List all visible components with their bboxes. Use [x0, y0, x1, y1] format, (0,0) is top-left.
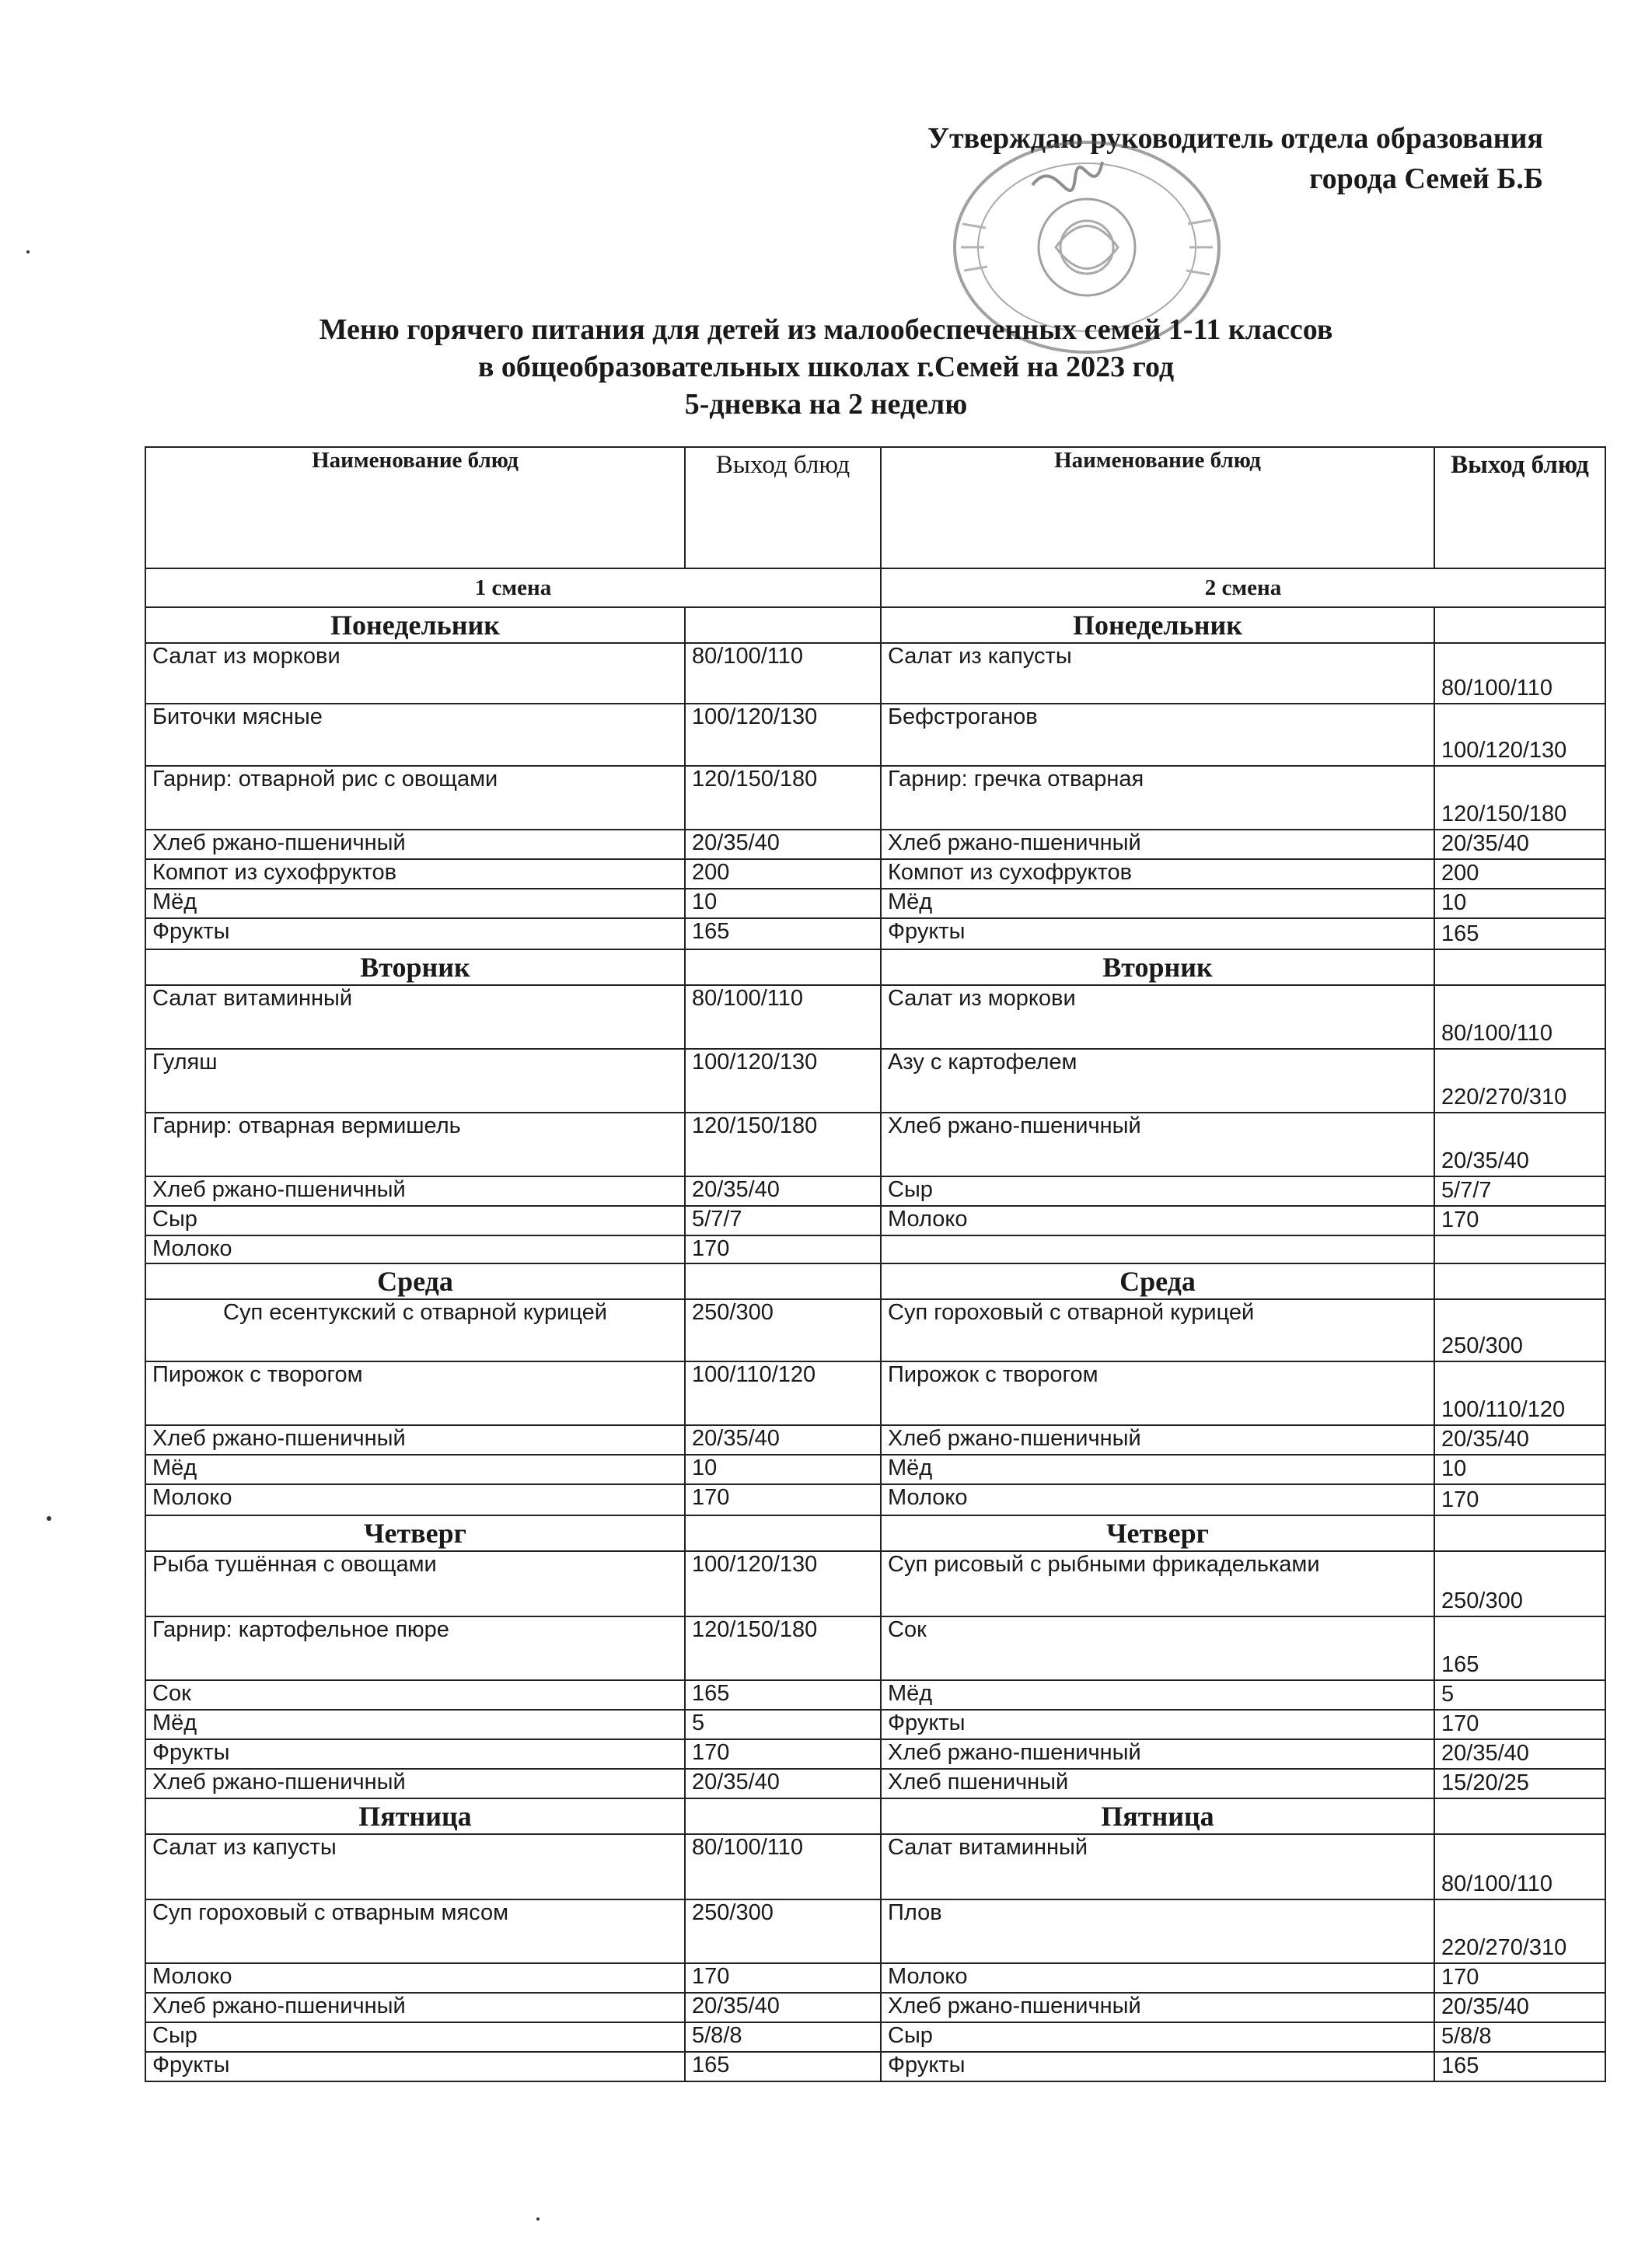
output-right: 20/35/40: [1434, 1993, 1605, 2022]
menu-row: [145, 643, 1605, 704]
output-right: 220/270/310: [1434, 1049, 1605, 1113]
output-left: 120/150/180: [685, 1113, 881, 1176]
shift-1-label: 1 смена: [145, 568, 881, 607]
dish-right: Компот из сухофруктов: [881, 859, 1434, 889]
shift-row: [145, 568, 1605, 607]
output-left: 200: [685, 859, 881, 889]
document-title: [0, 311, 1652, 423]
title-line-2: в общеобразовательных школах г.Семей на 2023 год: [477, 351, 1175, 383]
dish-left: Фрукты: [145, 1739, 685, 1769]
output-right: 200: [1434, 859, 1605, 889]
day-row: [145, 1798, 1605, 1834]
day-output-right-empty: [1434, 1515, 1605, 1551]
dish-left: Биточки мясные: [145, 704, 685, 766]
dish-right: Хлеб ржано-пшеничный: [881, 1425, 1434, 1455]
title-line-1: Меню горячего питания для детей из малообеспеченных семей 1-11 классов: [319, 313, 1333, 346]
dish-left: Рыба тушённая с овощами: [145, 1551, 685, 1616]
dish-right: Салат из моркови: [881, 985, 1434, 1049]
output-left: 20/35/40: [685, 1176, 881, 1206]
dish-left: Гарнир: отварная вермишель: [145, 1113, 685, 1176]
dish-right: Салат витаминный: [881, 1834, 1434, 1899]
output-right: 170: [1434, 1484, 1605, 1515]
menu-row: [145, 918, 1605, 949]
output-left: 250/300: [685, 1299, 881, 1361]
dish-right: Хлеб ржано-пшеничный: [881, 1993, 1434, 2022]
output-right: 80/100/110: [1434, 643, 1605, 704]
dish-left: Мёд: [145, 889, 685, 918]
approval-line-2: города Семей Б.Б: [1309, 162, 1543, 195]
output-left: 165: [685, 2052, 881, 2081]
menu-row: [145, 704, 1605, 766]
output-left: 100/110/120: [685, 1361, 881, 1425]
scan-speck: [26, 250, 30, 253]
output-right: 15/20/25: [1434, 1769, 1605, 1798]
menu-row: [145, 1963, 1605, 1993]
day-output-left-empty: [685, 1515, 881, 1551]
dish-left: Гарнир: картофельное пюре: [145, 1616, 685, 1680]
dish-right: Молоко: [881, 1963, 1434, 1993]
output-left: 20/35/40: [685, 1425, 881, 1455]
day-output-right-empty: [1434, 1263, 1605, 1299]
output-right: 100/110/120: [1434, 1361, 1605, 1425]
dish-left: Салат из капусты: [145, 1834, 685, 1899]
scan-speck: [536, 2217, 540, 2221]
output-left: 165: [685, 1680, 881, 1710]
dish-left: Гуляш: [145, 1049, 685, 1113]
approval-line-1: Утверждаю руководитель отдела образования: [927, 122, 1543, 155]
menu-row: [145, 889, 1605, 918]
output-right: 250/300: [1434, 1299, 1605, 1361]
dish-right: Мёд: [881, 889, 1434, 918]
dish-right: Сок: [881, 1616, 1434, 1680]
dish-left: Фрукты: [145, 2052, 685, 2081]
menu-row: [145, 830, 1605, 859]
output-right: 20/35/40: [1434, 1739, 1605, 1769]
menu-row: [145, 1455, 1605, 1484]
output-left: 170: [685, 1963, 881, 1993]
output-right: 20/35/40: [1434, 830, 1605, 859]
output-right: 220/270/310: [1434, 1899, 1605, 1963]
menu-row: [145, 1049, 1605, 1113]
dish-left: Пирожок с творогом: [145, 1361, 685, 1425]
day-output-left-empty: [685, 1263, 881, 1299]
dish-left: Сыр: [145, 2022, 685, 2052]
day-output-right-empty: [1434, 949, 1605, 985]
dish-left: Гарнир: отварной рис с овощами: [145, 766, 685, 830]
output-right: 165: [1434, 2052, 1605, 2081]
dish-right: Хлеб пшеничный: [881, 1769, 1434, 1798]
output-right: 10: [1434, 1455, 1605, 1484]
dish-left: Мёд: [145, 1455, 685, 1484]
output-right: [1434, 1235, 1605, 1263]
output-left: 250/300: [685, 1899, 881, 1963]
output-right: 170: [1434, 1963, 1605, 1993]
dish-left: Салат витаминный: [145, 985, 685, 1049]
dish-right: Хлеб ржано-пшеничный: [881, 1739, 1434, 1769]
dish-left: Хлеб ржано-пшеничный: [145, 1176, 685, 1206]
menu-row: [145, 1739, 1605, 1769]
dish-left: Молоко: [145, 1963, 685, 1993]
dish-right: Молоко: [881, 1206, 1434, 1235]
menu-row: [145, 1425, 1605, 1455]
day-name-right: Среда: [881, 1263, 1434, 1299]
header-row: [145, 447, 1605, 568]
day-name-left: Четверг: [145, 1515, 685, 1551]
day-row: [145, 607, 1605, 643]
dish-left: Сок: [145, 1680, 685, 1710]
dish-right: Хлеб ржано-пшеничный: [881, 1113, 1434, 1176]
day-name-left: Понедельник: [145, 607, 685, 643]
dish-right: Молоко: [881, 1484, 1434, 1515]
header-dish-right: Наименование блюд: [881, 447, 1434, 568]
output-right: 170: [1434, 1710, 1605, 1739]
day-output-left-empty: [685, 607, 881, 643]
output-right: 165: [1434, 918, 1605, 949]
menu-row: [145, 985, 1605, 1049]
output-left: 20/35/40: [685, 1769, 881, 1798]
output-left: 80/100/110: [685, 1834, 881, 1899]
dish-left: Компот из сухофруктов: [145, 859, 685, 889]
output-left: 20/35/40: [685, 830, 881, 859]
menu-row: [145, 1176, 1605, 1206]
menu-row: [145, 1769, 1605, 1798]
dish-right: Сыр: [881, 1176, 1434, 1206]
dish-right: Гарнир: гречка отварная: [881, 766, 1434, 830]
day-name-left: Вторник: [145, 949, 685, 985]
dish-left: Мёд: [145, 1710, 685, 1739]
menu-row: [145, 2022, 1605, 2052]
output-left: 20/35/40: [685, 1993, 881, 2022]
dish-right: Фрукты: [881, 918, 1434, 949]
output-right: 20/35/40: [1434, 1425, 1605, 1455]
menu-row: [145, 1616, 1605, 1680]
output-left: 10: [685, 889, 881, 918]
menu-row: [145, 766, 1605, 830]
dish-left: Суп есентукский с отварной курицей: [145, 1299, 685, 1361]
menu-row: [145, 1113, 1605, 1176]
menu-row: [145, 1680, 1605, 1710]
day-name-left: Среда: [145, 1263, 685, 1299]
output-left: 170: [685, 1739, 881, 1769]
menu-row: [145, 1551, 1605, 1616]
output-left: 5/7/7: [685, 1206, 881, 1235]
menu-row: [145, 1993, 1605, 2022]
output-left: 80/100/110: [685, 643, 881, 704]
output-right: 5/7/7: [1434, 1176, 1605, 1206]
menu-row: [145, 2052, 1605, 2081]
dish-right: Фрукты: [881, 1710, 1434, 1739]
output-left: 100/120/130: [685, 704, 881, 766]
day-output-right-empty: [1434, 607, 1605, 643]
dish-left: Молоко: [145, 1484, 685, 1515]
output-left: 80/100/110: [685, 985, 881, 1049]
output-left: 170: [685, 1235, 881, 1263]
output-right: 20/35/40: [1434, 1113, 1605, 1176]
menu-row: [145, 1484, 1605, 1515]
menu-row: [145, 1361, 1605, 1425]
day-row: [145, 1263, 1605, 1299]
dish-left: Фрукты: [145, 918, 685, 949]
output-right: 120/150/180: [1434, 766, 1605, 830]
output-left: 100/120/130: [685, 1551, 881, 1616]
shift-2-label: 2 смена: [881, 568, 1605, 607]
dish-right: Мёд: [881, 1680, 1434, 1710]
title-line-3: 5-дневка на 2 неделю: [684, 388, 968, 421]
dish-right: Суп гороховый с отварной курицей: [881, 1299, 1434, 1361]
output-left: 10: [685, 1455, 881, 1484]
menu-row: [145, 1206, 1605, 1235]
day-output-right-empty: [1434, 1798, 1605, 1834]
output-right: 250/300: [1434, 1551, 1605, 1616]
menu-row: [145, 1899, 1605, 1963]
day-name-right: Понедельник: [881, 607, 1434, 643]
dish-right: Мёд: [881, 1455, 1434, 1484]
output-right: 165: [1434, 1616, 1605, 1680]
dish-left: Салат из моркови: [145, 643, 685, 704]
output-left: 170: [685, 1484, 881, 1515]
dish-right: Сыр: [881, 2022, 1434, 2052]
menu-row: [145, 1235, 1605, 1263]
header-dish-left: Наименование блюд: [145, 447, 685, 568]
day-name-right: Вторник: [881, 949, 1434, 985]
output-right: 5/8/8: [1434, 2022, 1605, 2052]
dish-right: Хлеб ржано-пшеничный: [881, 830, 1434, 859]
day-output-left-empty: [685, 949, 881, 985]
dish-right: Суп рисовый с рыбными фрикадельками: [881, 1551, 1434, 1616]
day-output-left-empty: [685, 1798, 881, 1834]
header-output-right: Выход блюд: [1434, 447, 1605, 568]
output-right: 170: [1434, 1206, 1605, 1235]
day-row: [145, 1515, 1605, 1551]
dish-right: Салат из капусты: [881, 643, 1434, 704]
day-name-right: Пятница: [881, 1798, 1434, 1834]
dish-right: Пирожок с творогом: [881, 1361, 1434, 1425]
output-right: 100/120/130: [1434, 704, 1605, 766]
dish-right: Фрукты: [881, 2052, 1434, 2081]
output-right: 10: [1434, 889, 1605, 918]
menu-row: [145, 859, 1605, 889]
scan-speck: [47, 1516, 51, 1521]
dish-left: Хлеб ржано-пшеничный: [145, 1769, 685, 1798]
dish-right: Азу с картофелем: [881, 1049, 1434, 1113]
output-right: 5: [1434, 1680, 1605, 1710]
day-name-left: Пятница: [145, 1798, 685, 1834]
day-row: [145, 949, 1605, 985]
menu-row: [145, 1834, 1605, 1899]
output-left: 165: [685, 918, 881, 949]
output-left: 100/120/130: [685, 1049, 881, 1113]
output-left: 120/150/180: [685, 766, 881, 830]
dish-left: Сыр: [145, 1206, 685, 1235]
output-left: 5/8/8: [685, 2022, 881, 2052]
output-left: 5: [685, 1710, 881, 1739]
dish-left: Молоко: [145, 1235, 685, 1263]
output-right: 80/100/110: [1434, 1834, 1605, 1899]
dish-right: [881, 1235, 1434, 1263]
menu-row: [145, 1299, 1605, 1361]
dish-left: Суп гороховый с отварным мясом: [145, 1899, 685, 1963]
menu-row: [145, 1710, 1605, 1739]
dish-left: Хлеб ржано-пшеничный: [145, 1425, 685, 1455]
menu-table: [145, 446, 1606, 2082]
dish-right: Плов: [881, 1899, 1434, 1963]
dish-left: Хлеб ржано-пшеничный: [145, 1993, 685, 2022]
day-name-right: Четверг: [881, 1515, 1434, 1551]
output-left: 120/150/180: [685, 1616, 881, 1680]
header-output-left: Выход блюд: [685, 447, 881, 568]
dish-left: Хлеб ржано-пшеничный: [145, 830, 685, 859]
dish-right: Бефстроганов: [881, 704, 1434, 766]
output-right: 80/100/110: [1434, 985, 1605, 1049]
